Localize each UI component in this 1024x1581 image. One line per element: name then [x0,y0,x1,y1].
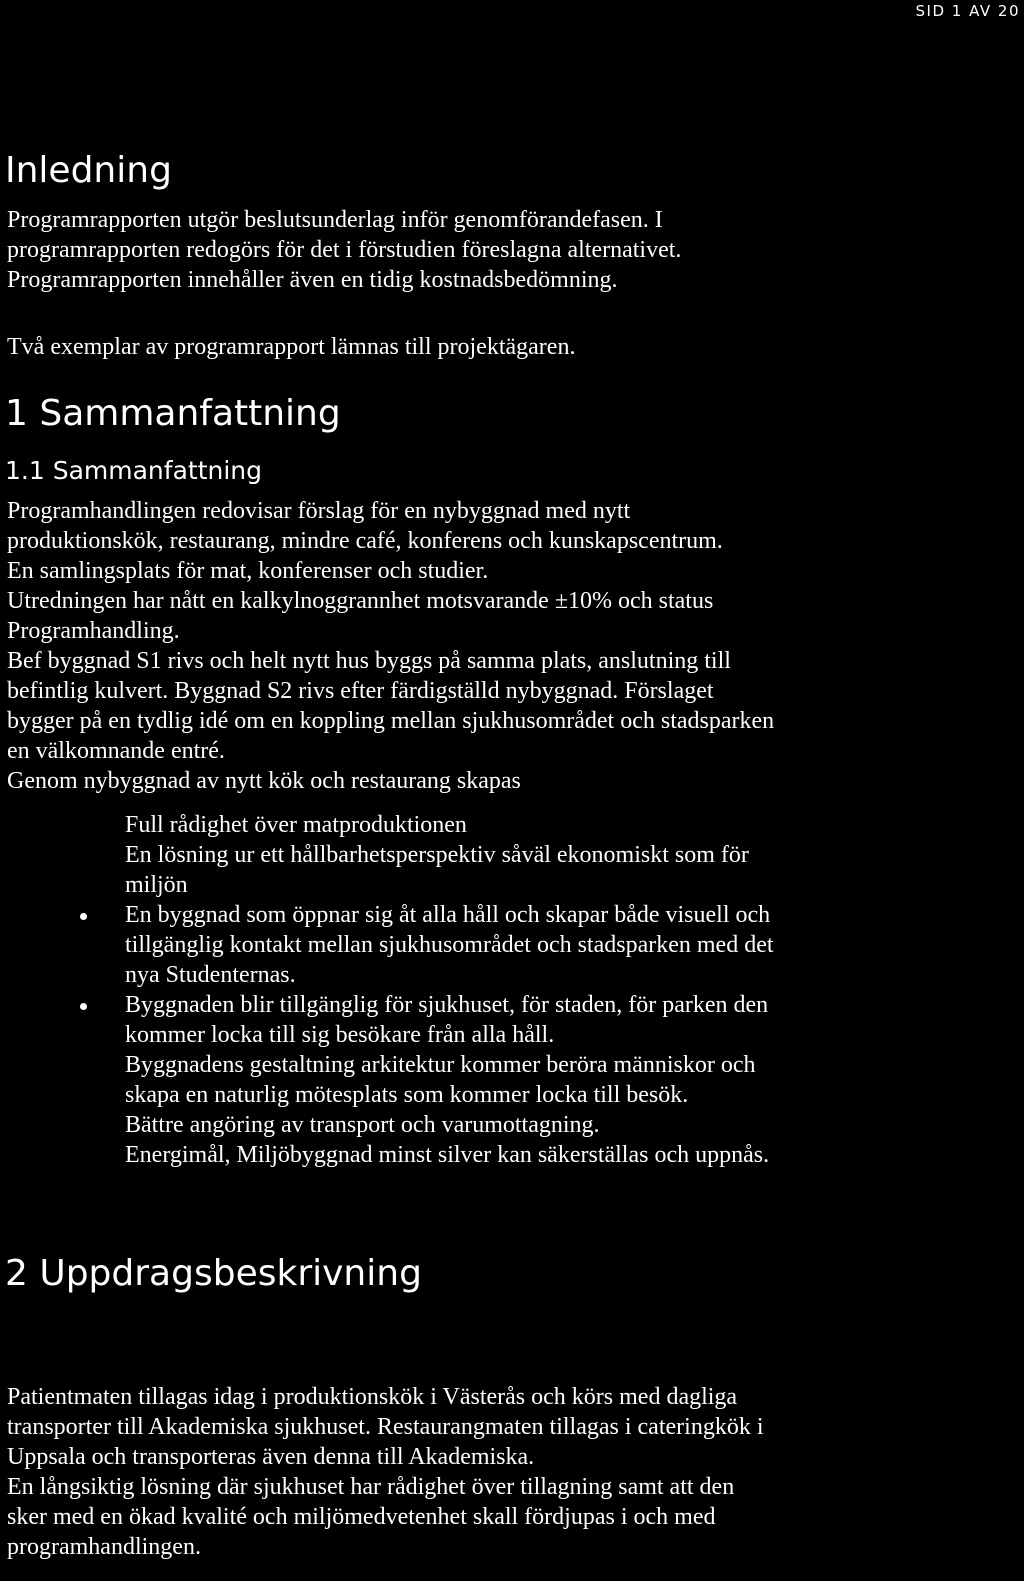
text-line: Programhandling. [7,618,180,644]
subheading-sammanfattning: 1.1 Sammanfattning [5,456,262,485]
text-line: sker med en ökad kvalité och miljömedvetenhet skall fördjupas i och med [7,1504,716,1530]
text-line: Uppsala och transporteras även denna till Akademiska. [7,1444,535,1470]
text-line: produktionskök, restaurang, mindre café, konferens och kunskapscentrum. [7,528,723,554]
text-line: transporter till Akademiska sjukhuset. Restaurangmaten tillagas i cateringkök i [7,1414,764,1440]
bullet-icon [80,913,87,920]
list-item-text: Energimål, Miljöbyggnad minst silver kan säkerställas och uppnås. [125,1142,770,1168]
heading-inledning: Inledning [5,150,172,191]
text-line: Programrapporten innehåller även en tidig kostnadsbedömning. [7,267,618,293]
text-line: befintlig kulvert. Byggnad S2 rivs efter färdigställd nybyggnad. Förslaget [7,678,714,704]
text-line: Två exemplar av programrapport lämnas till projektägaren. [7,334,576,360]
text-line: Utredningen har nått en kalkylnoggrannhet motsvarande ±10% och status [7,588,714,614]
bullet-icon [80,1003,87,1010]
text-line: Genom nybyggnad av nytt kök och restaurang skapas [7,768,521,794]
list-item-text: kommer locka till sig besökare från alla håll. [125,1022,555,1048]
text-line: programrapporten redogörs för det i förstudien föreslagna alternativet. [7,237,682,263]
list-item [7,990,1017,1050]
list-item-text: Byggnaden blir tillgänglig för sjukhuset, för staden, för parken den [125,992,769,1018]
list-item [7,900,1017,990]
page-number: SID 1 AV 20 [915,2,1020,20]
list-item [7,1110,1017,1140]
list-item-text: nya Studenternas. [125,962,296,988]
uppdragsbeskrivning-paragraph [7,1382,1017,1562]
list-item [7,810,1017,840]
heading-uppdragsbeskrivning: 2 Uppdragsbeskrivning [5,1253,422,1294]
text-line: Bef byggnad S1 rivs och helt nytt hus byggs på samma plats, anslutning till [7,648,731,674]
text-line: En samlingsplats för mat, konferenser och studier. [7,558,489,584]
text-line: Programrapporten utgör beslutsunderlag inför genomförandefasen. I [7,207,663,233]
text-line: programhandlingen. [7,1534,201,1560]
text-line: Programhandlingen redovisar förslag för en nybyggnad med nytt [7,498,631,524]
text-line: Patientmaten tillagas idag i produktionskök i Västerås och körs med dagliga [7,1384,738,1410]
text-line: bygger på en tydlig idé om en koppling mellan sjukhusområdet och stadsparken [7,708,775,734]
list-item-text: miljön [125,872,188,898]
list-item-text: En lösning ur ett hållbarhetsperspektiv såväl ekonomiskt som för [125,842,749,868]
list-item-text: tillgänglig kontakt mellan sjukhusområdet och stadsparken med det [125,932,774,958]
list-item [7,1140,1017,1170]
sammanfattning-paragraph [7,496,1017,796]
heading-sammanfattning: 1 Sammanfattning [5,393,341,434]
list-item-text: skapa en naturlig mötesplats som kommer locka till besök. [125,1082,689,1108]
inledning-paragraph [7,205,1017,295]
list-item-text: Full rådighet över matproduktionen [125,812,467,838]
inledning-paragraph-2 [7,332,1017,362]
list-item-text: Bättre angöring av transport och varumottagning. [125,1112,600,1138]
text-line: en välkomnande entré. [7,738,225,764]
benefits-list [7,810,1017,1170]
list-item-text: Byggnadens gestaltning arkitektur kommer beröra människor och [125,1052,756,1078]
list-item [7,840,1017,900]
list-item-text: En byggnad som öppnar sig åt alla håll och skapar både visuell och [125,902,771,928]
text-line: En långsiktig lösning där sjukhuset har rådighet över tillagning samt att den [7,1474,735,1500]
list-item [7,1050,1017,1110]
